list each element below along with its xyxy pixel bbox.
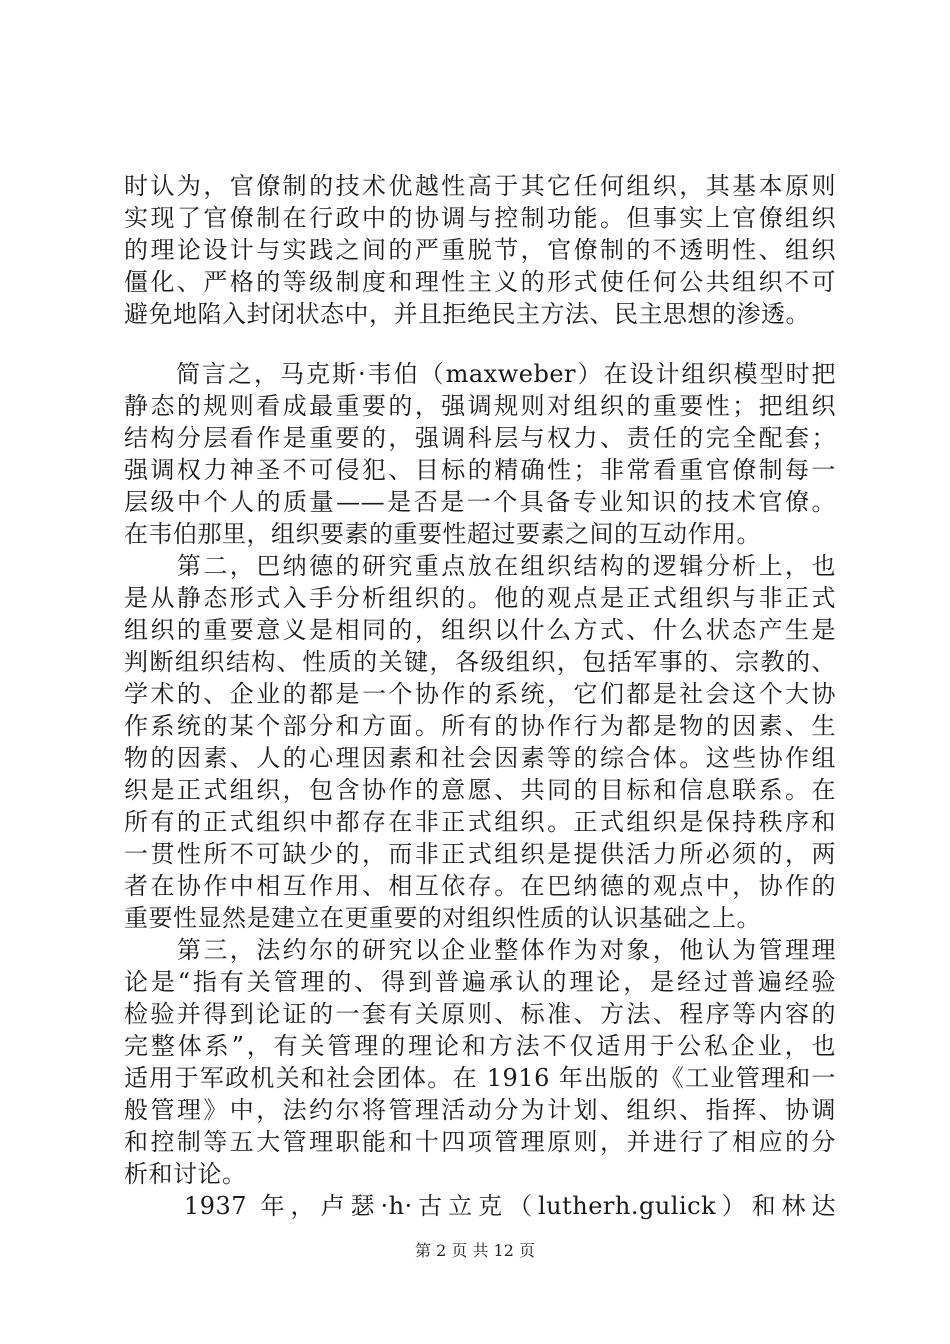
text-line: 判断组织结构、性质的关键，各级组织，包括军事的、宗教的、 xyxy=(124,648,836,676)
text-line: 静态的规则看成最重要的，强调规则对组织的重要性；把组织 xyxy=(124,392,836,420)
text-line: 1937 年，卢瑟·h·古立克（lutherh.gulick）和林达 xyxy=(124,1192,836,1220)
text-line: 检验并得到论证的一套有关原则、标准、方法、程序等内容的 xyxy=(124,1000,836,1028)
text-line: 织是正式组织，包含协作的意愿、共同的目标和信息联系。在 xyxy=(124,776,836,804)
text-line: 结构分层看作是重要的，强调科层与权力、责任的完全配套； xyxy=(124,424,836,452)
text-line: 所有的正式组织中都存在非正式组织。正式组织是保持秩序和 xyxy=(124,808,836,836)
text-line: 时认为，官僚制的技术优越性高于其它任何组织，其基本原则 xyxy=(124,172,836,200)
text-line: 的理论设计与实践之间的严重脱节，官僚制的不透明性、组织 xyxy=(124,236,836,264)
text-line: 物的因素、人的心理因素和社会因素等的综合体。这些协作组 xyxy=(124,744,836,772)
text-line: 完整体系”，有关管理的理论和方法不仅适用于公私企业，也 xyxy=(124,1032,836,1060)
text-line: 避免地陷入封闭状态中，并且拒绝民主方法、民主思想的渗透。 xyxy=(124,300,810,328)
text-line: 僵化、严格的等级制度和理性主义的形式使任何公共组织不可 xyxy=(124,268,836,296)
text-line: 析和讨论。 xyxy=(124,1160,247,1188)
paragraph-1 xyxy=(124,170,836,330)
text-line: 论是“指有关管理的、得到普遍承认的理论，是经过普遍经验 xyxy=(124,968,836,996)
page-number-footer: 第 2 页 共 12 页 xyxy=(415,1241,535,1260)
text-line: 重要性显然是建立在更重要的对组织性质的认识基础之上。 xyxy=(124,904,761,932)
text-line: 第二，巴纳德的研究重点放在组织结构的逻辑分析上，也 xyxy=(124,552,836,580)
text-line: 般管理》中，法约尔将管理活动分为计划、组织、指挥、协调 xyxy=(124,1096,836,1124)
text-line: 和控制等五大管理职能和十四项管理原则，并进行了相应的分 xyxy=(124,1128,836,1156)
text-line: 强调权力神圣不可侵犯、目标的精确性；非常看重官僚制每一 xyxy=(124,456,836,484)
paragraph-3 xyxy=(124,550,836,934)
text-line: 适用于军政机关和社会团体。在 1916 年出版的《工业管理和一 xyxy=(124,1064,836,1092)
document-body xyxy=(124,170,836,1222)
text-line: 简言之，马克斯·韦伯（maxweber）在设计组织模型时把 xyxy=(124,360,836,388)
text-line: 实现了官僚制在行政中的协调与控制功能。但事实上官僚组织 xyxy=(124,204,836,232)
text-line: 组织的重要意义是相同的，组织以什么方式、什么状态产生是 xyxy=(124,616,836,644)
text-line: 作系统的某个部分和方面。所有的协作行为都是物的因素、生 xyxy=(124,712,836,740)
text-line: 一贯性所不可缺少的，而非正式组织是提供活力所必须的，两 xyxy=(124,840,836,868)
text-line: 在韦伯那里，组织要素的重要性超过要素之间的互动作用。 xyxy=(124,520,761,548)
paragraph-5 xyxy=(124,1190,836,1222)
paragraph-2 xyxy=(124,358,836,550)
text-line: 者在协作中相互作用、相互依存。在巴纳德的观点中，协作的 xyxy=(124,872,836,900)
text-line: 第三，法约尔的研究以企业整体作为对象，他认为管理理 xyxy=(124,936,836,964)
text-line: 是从静态形式入手分析组织的。他的观点是正式组织与非正式 xyxy=(124,584,836,612)
text-line: 层级中个人的质量——是否是一个具备专业知识的技术官僚。 xyxy=(124,488,836,516)
text-line: 学术的、企业的都是一个协作的系统，它们都是社会这个大协 xyxy=(124,680,836,708)
paragraph-4 xyxy=(124,934,836,1190)
paragraph-gap xyxy=(124,330,836,358)
